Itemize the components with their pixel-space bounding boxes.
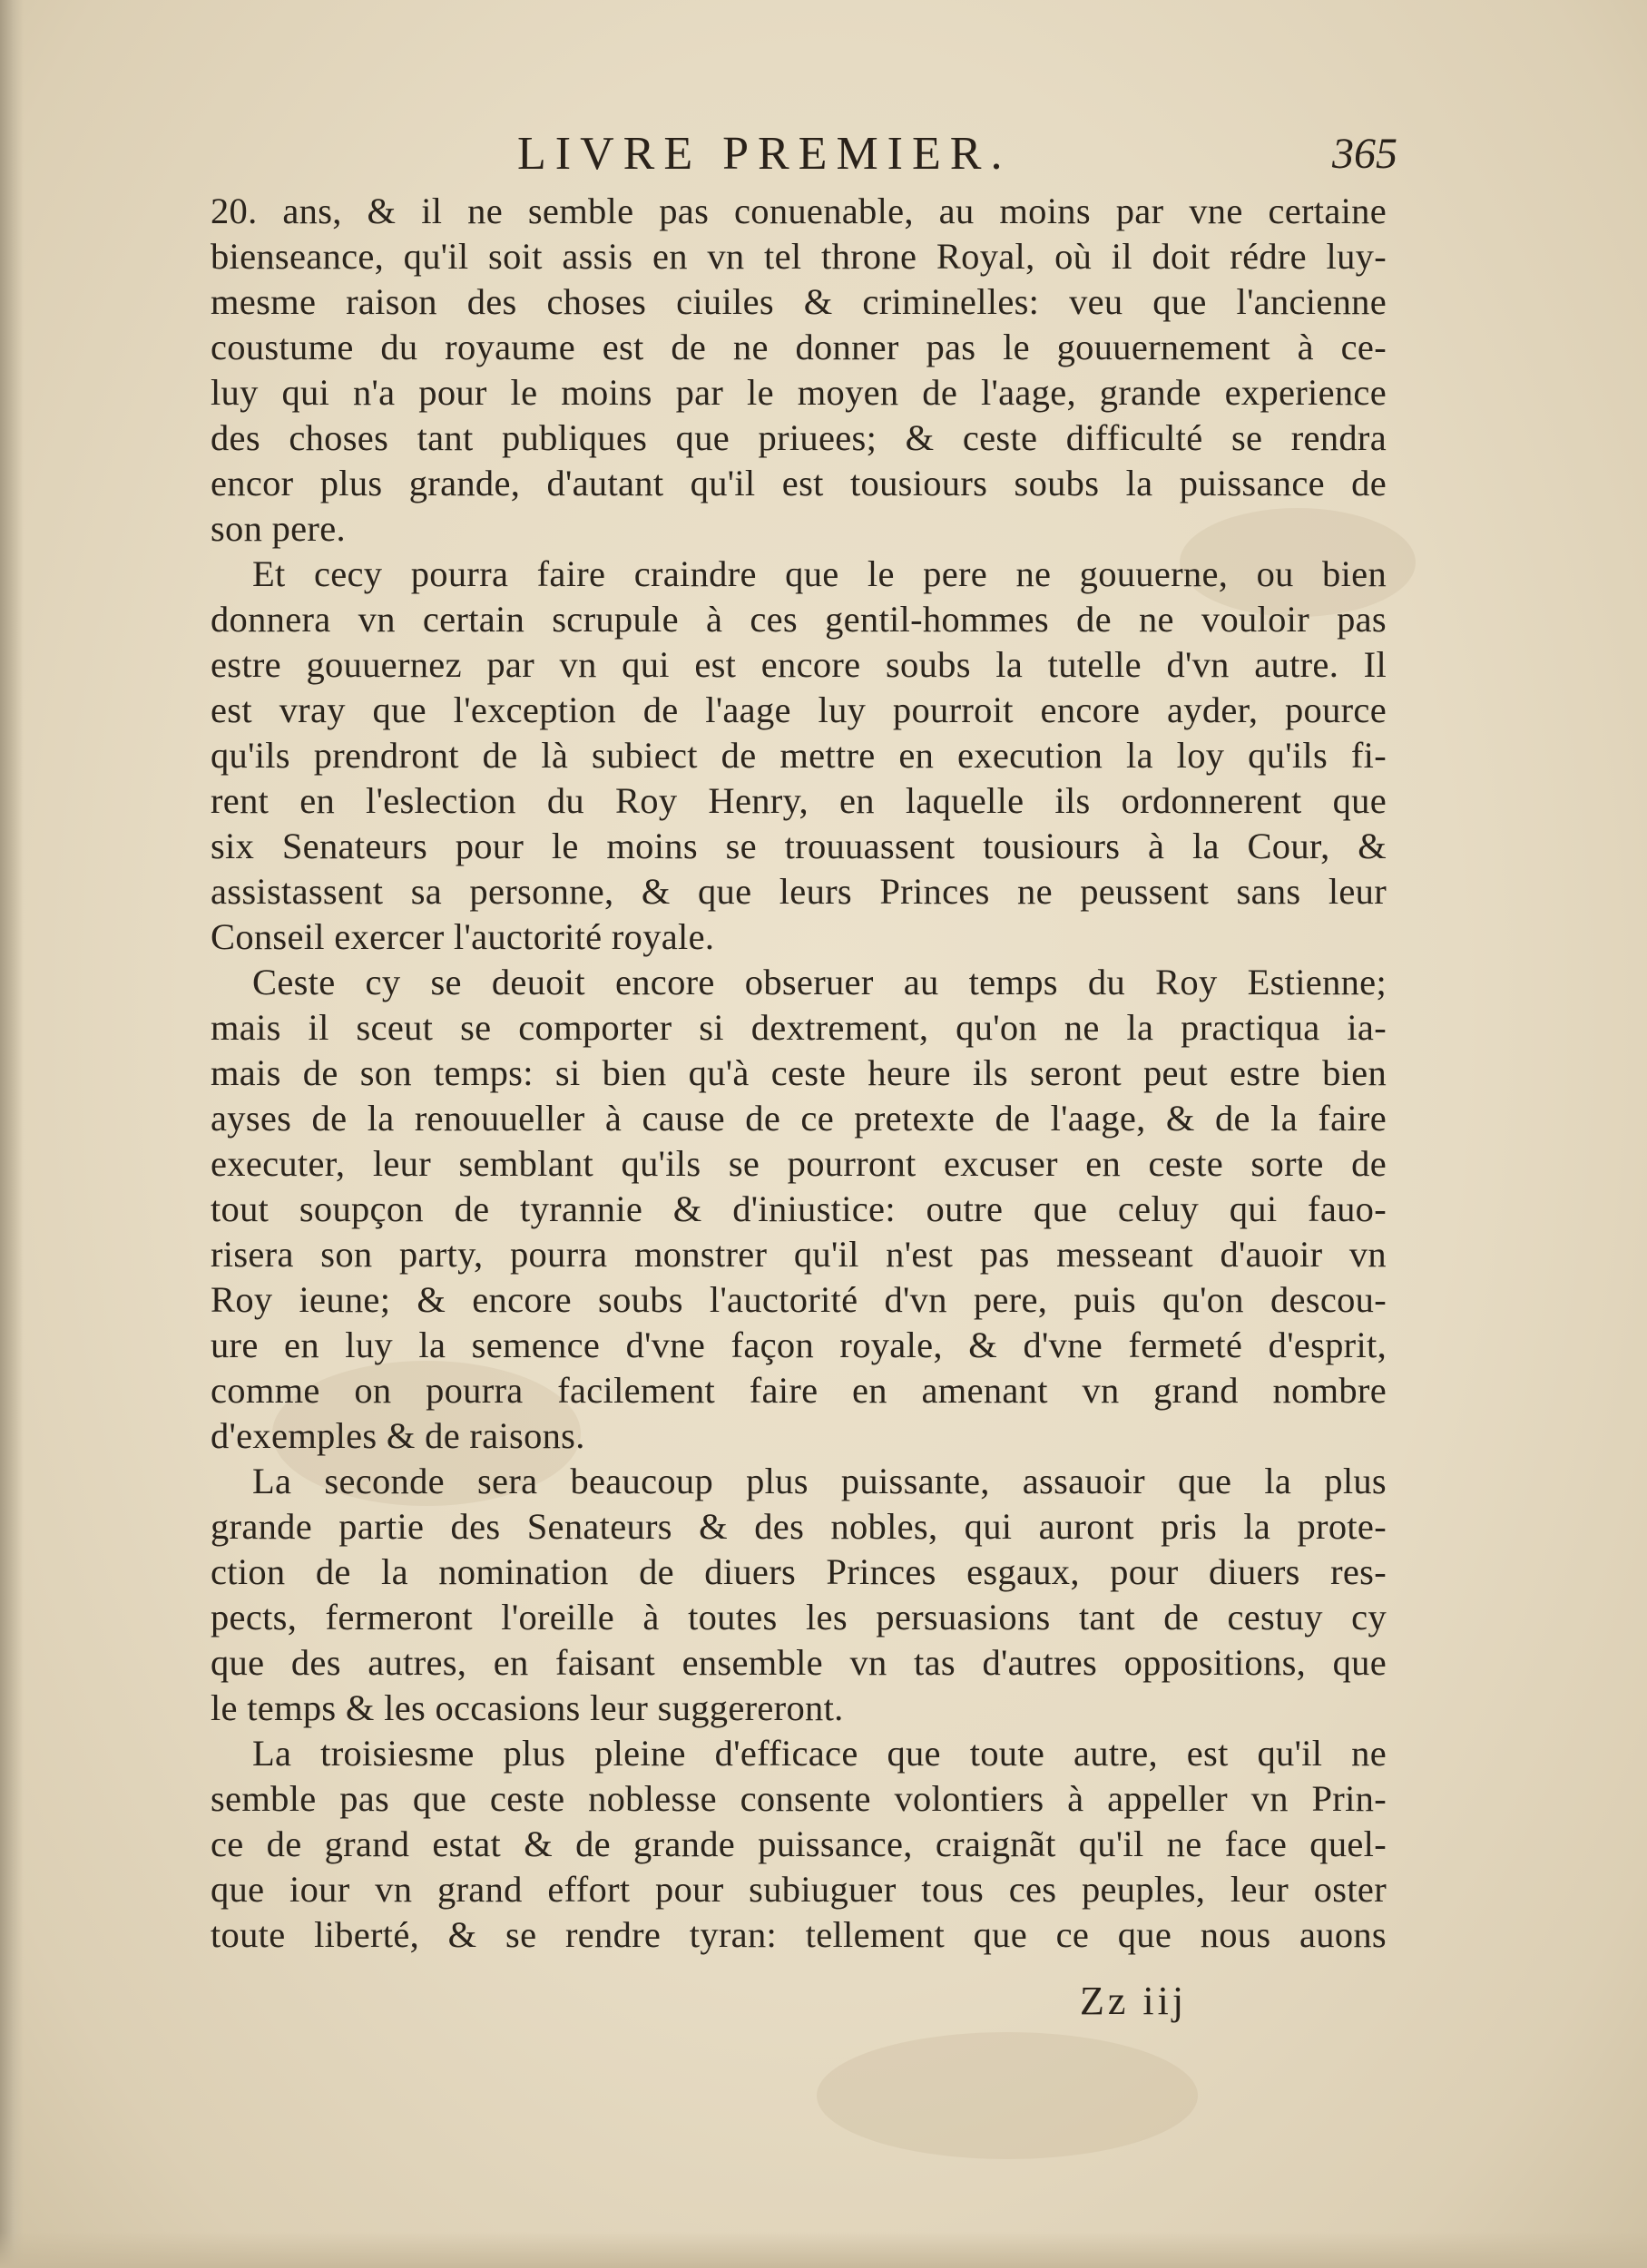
text-line: des choses tant publiques que priuees; & ceste difficulté se rendra <box>211 417 1387 458</box>
text-line: luy qui n'a pour le moins par le moyen de l'aage, grande experience <box>211 372 1387 413</box>
paragraph-first-line: Ceste cy se deuoit encore obseruer au temps du Roy Estienne; <box>252 962 1387 1002</box>
text-line: donnera vn certain scrupule à ces gentil-hommes de ne vouloir pas <box>211 599 1387 640</box>
text-line: toute liberté, & se rendre tyran: tellement que ce que nous auons <box>211 1914 1387 1955</box>
text-line: Conseil exercer l'auctorité royale. <box>211 916 715 957</box>
text-line: semble pas que ceste noblesse consente volontiers à appeller vn Prin- <box>211 1778 1387 1819</box>
page-header <box>181 118 1397 191</box>
text-line: tout soupçon de tyrannie & d'iniustice: outre que celuy qui fauo- <box>211 1188 1387 1229</box>
text-line: six Senateurs pour le moins se trouuassent tousiours à la Cour, & <box>211 826 1387 866</box>
text-line: ure en luy la semence d'vne façon royale, & d'vne fermeté d'esprit, <box>211 1325 1387 1365</box>
text-line: 20. ans, & il ne semble pas conuenable, au moins par vne certaine <box>211 191 1387 231</box>
text-line: d'exemples & de raisons. <box>211 1415 585 1456</box>
paragraph-first-line: La seconde sera beaucoup plus puissante, assauoir que la plus <box>252 1461 1387 1501</box>
text-line: mesme raison des choses ciuiles & criminelles: veu que l'ancienne <box>211 281 1387 322</box>
running-head: LIVRE PREMIER. <box>517 128 1012 180</box>
paragraph-first-line: La troisiesme plus pleine d'efficace que toute autre, est qu'il ne <box>252 1733 1387 1774</box>
text-line: coustume du royaume est de ne donner pas le gouuernement à ce- <box>211 327 1387 367</box>
text-line: Roy ieune; & encore soubs l'auctorité d'vn pere, puis qu'on descou- <box>211 1279 1387 1320</box>
text-line: bienseance, qu'il soit assis en vn tel throne Royal, où il doit rédre luy- <box>211 236 1387 277</box>
text-line: executer, leur semblant qu'ils se pourront excuser en ceste sorte de <box>211 1143 1387 1184</box>
text-line: estre gouuernez par vn qui est encore soubs la tutelle d'vn autre. Il <box>211 644 1387 685</box>
text-line: encor plus grande, d'autant qu'il est tousiours soubs la puissance de <box>211 463 1387 503</box>
page-gutter-shadow <box>0 0 24 2268</box>
text-line: que iour vn grand effort pour subiuguer tous ces peuples, leur oster <box>211 1869 1387 1910</box>
page-footer <box>1080 1974 1261 2028</box>
text-line: risera son party, pourra monstrer qu'il n'est pas messeant d'auoir vn <box>211 1234 1387 1275</box>
page-bottom-edge <box>0 2232 1647 2268</box>
text-line: assistassent sa personne, & que leurs Princes ne peussent sans leur <box>211 871 1387 912</box>
page-number: 365 <box>1332 130 1397 178</box>
text-line: ction de la nomination de diuers Princes esgaux, pour diuers res- <box>211 1551 1387 1592</box>
paragraph-first-line: Et cecy pourra faire craindre que le pere ne gouuerne, ou bien <box>252 553 1387 594</box>
text-line: mais de son temps: si bien qu'à ceste heure ils seront peut estre bien <box>211 1052 1387 1093</box>
text-line: son pere. <box>211 508 346 549</box>
signature-mark: Zz iij <box>1080 1979 1188 2023</box>
text-line: ce de grand estat & de grande puissance, craignãt qu'il ne face quel- <box>211 1823 1387 1864</box>
text-line: comme on pourra facilement faire en amenant vn grand nombre <box>211 1370 1387 1411</box>
text-line: mais il sceut se comporter si dextrement, qu'on ne la practiqua ia- <box>211 1007 1387 1048</box>
paper-stain <box>817 2032 1198 2159</box>
text-line: le temps & les occasions leur suggereront. <box>211 1687 844 1728</box>
text-line: qu'ils prendront de là subiect de mettre en execution la loy qu'ils fi- <box>211 735 1387 776</box>
text-line: grande partie des Senateurs & des nobles, qui auront pris la prote- <box>211 1506 1387 1547</box>
body-text <box>211 189 1387 1958</box>
text-line: rent en l'eslection du Roy Henry, en laquelle ils ordonnerent que <box>211 780 1387 821</box>
text-line: que des autres, en faisant ensemble vn tas d'autres oppositions, que <box>211 1642 1387 1683</box>
text-line: ayses de la renouueller à cause de ce pretexte de l'aage, & de la faire <box>211 1098 1387 1139</box>
text-line: est vray que l'exception de l'aage luy pourroit encore ayder, pource <box>211 689 1387 730</box>
text-line: pects, fermeront l'oreille à toutes les persuasions tant de cestuy cy <box>211 1597 1387 1637</box>
